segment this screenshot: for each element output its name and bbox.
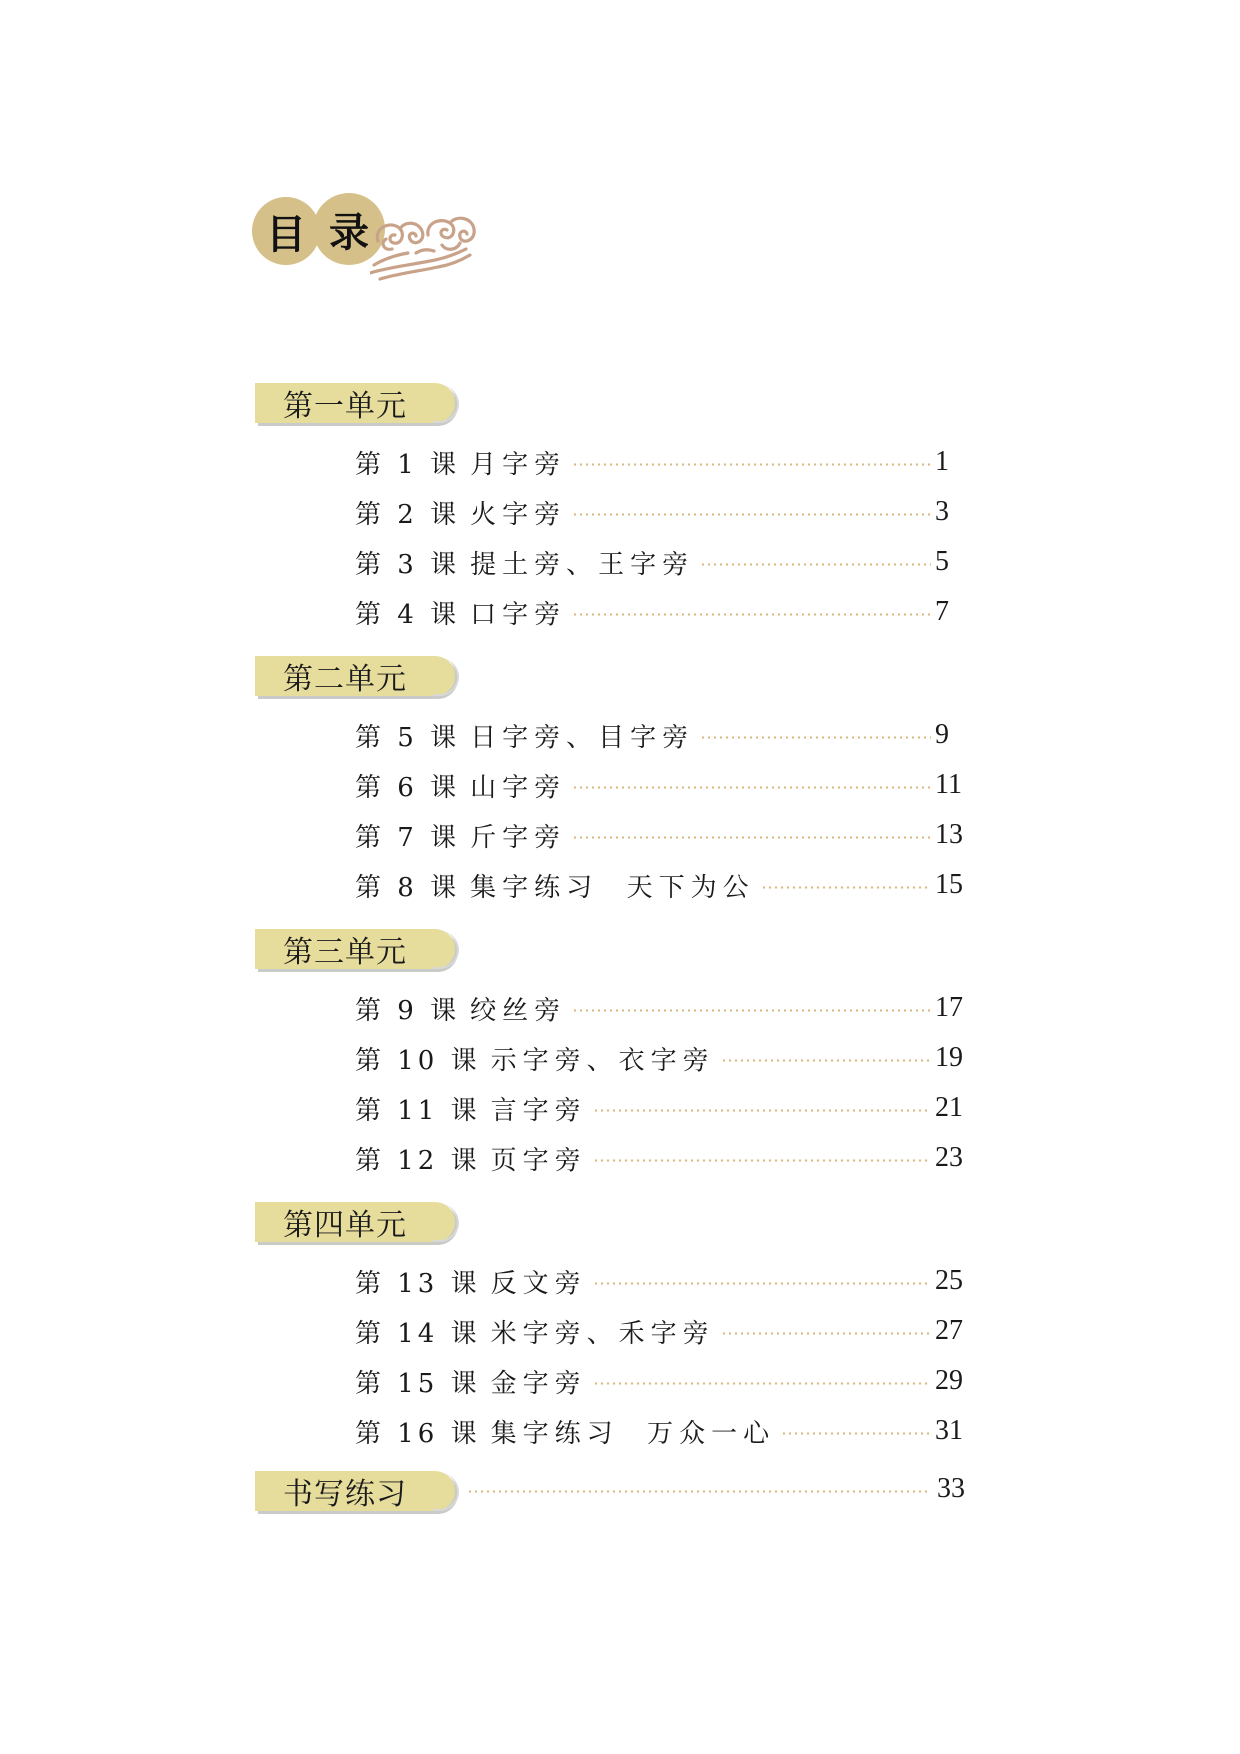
cloud-ornament-icon xyxy=(370,215,480,281)
lesson-number: 第 13 课 xyxy=(355,1268,481,1299)
title-circle-mu xyxy=(252,197,320,265)
toc-entry[interactable] xyxy=(355,592,965,632)
lesson-number: 第 2 课 xyxy=(355,499,461,530)
page-number: 1 xyxy=(935,446,949,477)
lesson-number: 第 5 课 xyxy=(355,722,461,753)
leader-dots xyxy=(721,1332,931,1335)
leader-dots xyxy=(593,1109,931,1112)
lesson-number: 第 6 课 xyxy=(355,772,461,803)
page-number: 25 xyxy=(935,1265,963,1296)
toc-title xyxy=(252,193,482,283)
toc-entry[interactable] xyxy=(355,988,965,1028)
leader-dots xyxy=(467,1490,929,1493)
leader-dots xyxy=(593,1282,931,1285)
page-number: 29 xyxy=(935,1365,963,1396)
page-number: 7 xyxy=(935,596,949,627)
toc-entry[interactable] xyxy=(355,765,965,805)
toc-entry[interactable] xyxy=(355,865,965,905)
lesson-title: 页字旁 xyxy=(490,1145,587,1176)
lesson-title: 绞丝旁 xyxy=(470,995,567,1026)
toc-entry[interactable] xyxy=(355,1411,965,1451)
practice-header: 书写练习 xyxy=(255,1471,455,1511)
lesson-title: 提土旁、王字旁 xyxy=(470,549,695,580)
toc-entry[interactable] xyxy=(355,1261,965,1301)
page-number: 33 xyxy=(937,1473,965,1504)
leader-dots xyxy=(761,886,931,889)
lesson-title: 言字旁 xyxy=(490,1095,587,1126)
lesson-title: 米字旁、禾字旁 xyxy=(490,1318,715,1349)
title-char-mu: 目 xyxy=(266,211,306,258)
lesson-title: 集字练习 万众一心 xyxy=(490,1418,776,1449)
leader-dots xyxy=(593,1382,931,1385)
lesson-title: 月字旁 xyxy=(470,449,567,480)
page-number: 11 xyxy=(935,769,962,800)
toc-entry[interactable] xyxy=(355,715,965,755)
lesson-title: 示字旁、衣字旁 xyxy=(490,1045,715,1076)
lesson-title: 反文旁 xyxy=(490,1268,587,1299)
page-number: 15 xyxy=(935,869,963,900)
page-number: 17 xyxy=(935,992,963,1023)
lesson-number: 第 1 课 xyxy=(355,449,461,480)
lesson-number: 第 11 课 xyxy=(355,1095,481,1126)
leader-dots xyxy=(572,463,931,466)
leader-dots xyxy=(700,563,931,566)
leader-dots xyxy=(572,1009,931,1012)
toc-entry[interactable] xyxy=(355,1311,965,1351)
leader-dots xyxy=(721,1059,931,1062)
lesson-number: 第 14 课 xyxy=(355,1318,481,1349)
toc-entry[interactable] xyxy=(355,492,965,532)
lesson-title: 口字旁 xyxy=(470,599,567,630)
lesson-title: 金字旁 xyxy=(490,1368,587,1399)
toc-entry[interactable] xyxy=(355,1088,965,1128)
toc-entry[interactable] xyxy=(355,442,965,482)
lesson-number: 第 16 课 xyxy=(355,1418,481,1449)
toc-entry[interactable] xyxy=(355,1138,965,1178)
lesson-title: 山字旁 xyxy=(470,772,567,803)
toc-entry[interactable] xyxy=(355,815,965,855)
unit-header-3[interactable]: 第三单元 xyxy=(255,929,455,969)
leader-dots xyxy=(700,736,931,739)
page-number: 19 xyxy=(935,1042,963,1073)
lesson-number: 第 12 课 xyxy=(355,1145,481,1176)
lesson-title: 斤字旁 xyxy=(470,822,567,853)
lesson-title: 集字练习 天下为公 xyxy=(470,872,755,903)
lesson-title: 火字旁 xyxy=(470,499,567,530)
page-number: 23 xyxy=(935,1142,963,1173)
page-number: 13 xyxy=(935,819,963,850)
unit-header-2[interactable]: 第二单元 xyxy=(255,656,455,696)
lesson-number: 第 7 课 xyxy=(355,822,461,853)
leader-dots xyxy=(572,786,931,789)
leader-dots xyxy=(593,1159,931,1162)
page-number: 3 xyxy=(935,496,949,527)
toc-entry[interactable] xyxy=(355,1361,965,1401)
page-number: 5 xyxy=(935,546,949,577)
unit-header-4[interactable]: 第四单元 xyxy=(255,1202,455,1242)
page-number: 27 xyxy=(935,1315,963,1346)
leader-dots xyxy=(572,513,931,516)
lesson-number: 第 8 课 xyxy=(355,872,461,903)
lesson-number: 第 9 课 xyxy=(355,995,461,1026)
page-number: 31 xyxy=(935,1415,963,1446)
lesson-number: 第 15 课 xyxy=(355,1368,481,1399)
page-number: 9 xyxy=(935,719,949,750)
toc-entry[interactable] xyxy=(355,1038,965,1078)
toc-entry[interactable] xyxy=(355,542,965,582)
lesson-number: 第 3 课 xyxy=(355,549,461,580)
title-char-lu: 录 xyxy=(329,209,369,256)
unit-header-1[interactable]: 第一单元 xyxy=(255,383,455,423)
leader-dots xyxy=(572,613,931,616)
leader-dots xyxy=(781,1432,931,1435)
lesson-title: 日字旁、目字旁 xyxy=(470,722,695,753)
lesson-number: 第 10 课 xyxy=(355,1045,481,1076)
lesson-number: 第 4 课 xyxy=(355,599,461,630)
leader-dots xyxy=(572,836,931,839)
toc-entry-practice[interactable] xyxy=(255,1471,965,1511)
page-number: 21 xyxy=(935,1092,963,1123)
